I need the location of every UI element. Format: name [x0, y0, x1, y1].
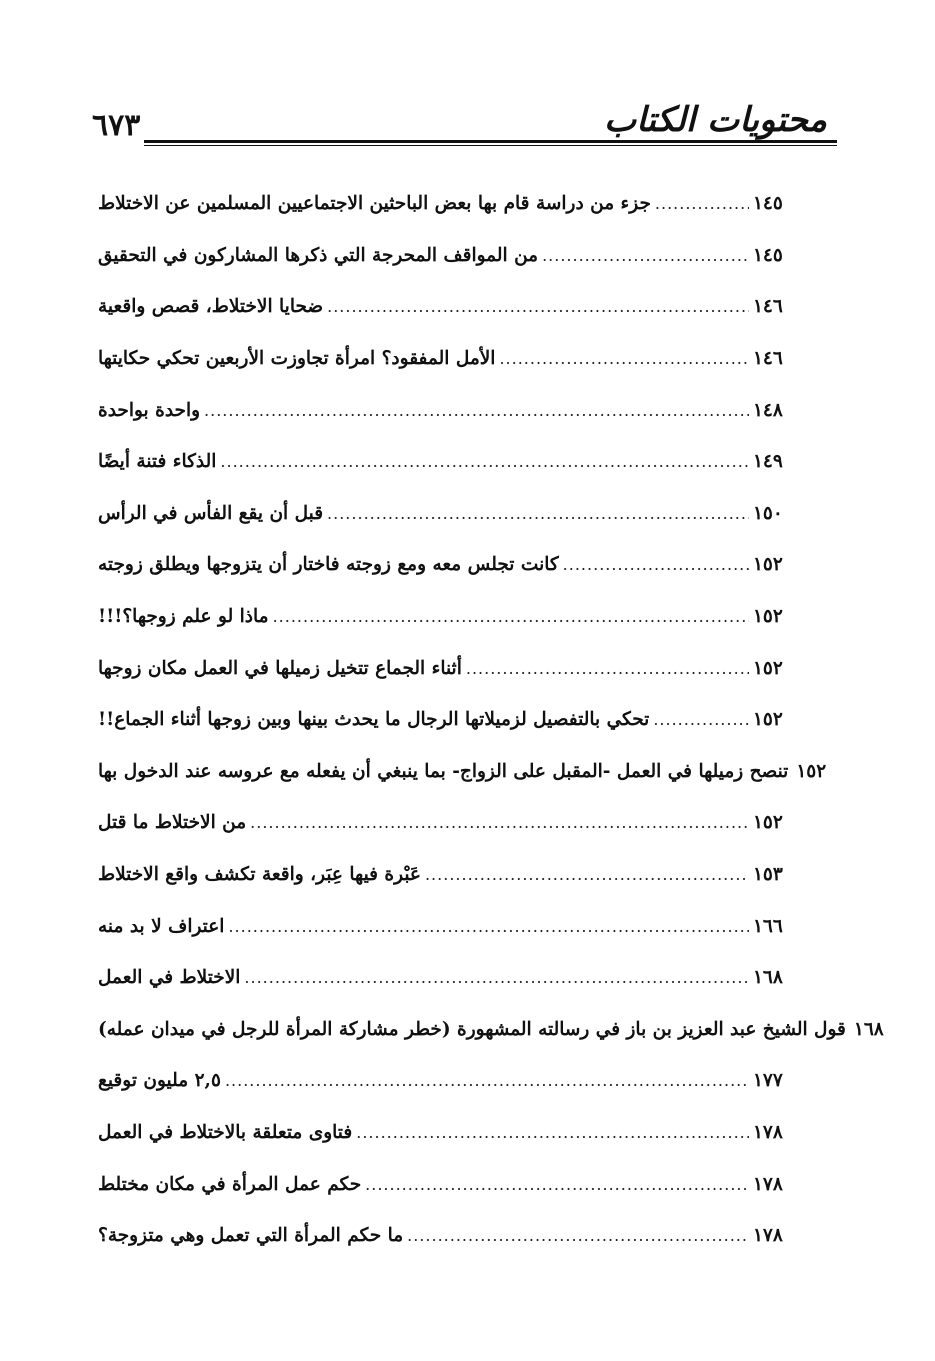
toc-entry-title: الاختلاط في العمل — [98, 967, 241, 989]
toc-leader-dots — [228, 917, 749, 936]
toc-entry — [98, 281, 793, 333]
toc-entry-title: جزء من دراسة قام بها بعض الباحثين الاجتماعيين المسلمين عن الاختلاط — [98, 193, 651, 215]
toc-entry — [98, 384, 793, 436]
toc-entry — [98, 1004, 884, 1056]
toc-entry-page: ١٥٢ — [753, 554, 783, 576]
toc-leader-dots — [655, 194, 749, 213]
toc-leader-dots — [220, 452, 749, 471]
toc-entry-title: قول الشيخ عبد العزيز بن باز في رسالته المشهورة (خطر مشاركة المرأة للرجل في ميدان عمله) — [98, 1018, 846, 1040]
toc-entry-title: حكم عمل المرأة في مكان مختلط — [98, 1173, 362, 1195]
toc-leader-dots — [653, 710, 749, 729]
toc-entry-page: ١٥٢ — [753, 606, 783, 628]
toc-leader-dots — [499, 349, 749, 368]
toc-entry-title: من المواقف المحرجة التي ذكرها المشاركون في التحقيق — [98, 244, 539, 266]
toc-leader-dots — [204, 401, 749, 420]
table-of-contents — [98, 178, 884, 1261]
toc-entry-page: ١٤٥ — [753, 193, 783, 215]
toc-entry-page: ١٥٢ — [753, 709, 783, 731]
toc-entry — [98, 849, 793, 901]
toc-leader-dots — [250, 813, 749, 832]
toc-entry — [98, 694, 793, 746]
toc-entry-title: الأمل المفقود؟ امرأة تجاوزت الأربعين تحكي حكايتها — [98, 348, 496, 370]
toc-entry-page: ١٤٥ — [753, 244, 783, 266]
toc-entry — [98, 333, 793, 385]
toc-entry-page: ١٧٧ — [753, 1070, 783, 1092]
toc-entry-page: ١٧٨ — [753, 1173, 783, 1195]
toc-entry-page: ١٦٨ — [753, 967, 783, 989]
toc-entry-title: ضحايا الاختلاط، قصص واقعية — [98, 296, 324, 318]
toc-leader-dots — [466, 659, 749, 678]
toc-leader-dots — [542, 246, 749, 265]
toc-entry-page: ١٦٦ — [753, 915, 783, 937]
toc-entry — [98, 952, 793, 1004]
toc-entry-page: ١٥٠ — [753, 502, 783, 524]
toc-entry — [98, 1055, 793, 1107]
toc-entry — [98, 797, 793, 849]
toc-entry-title: الذكاء فتنة أيضًا — [98, 451, 217, 473]
toc-leader-dots — [225, 1071, 749, 1090]
toc-entry — [98, 746, 827, 798]
toc-leader-dots — [563, 555, 749, 574]
toc-entry — [98, 436, 793, 488]
toc-entry-title: ماذا لو علم زوجها؟!!! — [98, 606, 269, 628]
toc-entry-title: اعتراف لا بد منه — [98, 915, 225, 937]
toc-entry-title: تحكي بالتفصيل لزميلاتها الرجال ما يحدث بينها وبين زوجها أثناء الجماع!! — [98, 709, 650, 731]
toc-entry-page: ١٥٢ — [753, 657, 783, 679]
toc-entry-page: ١٥٣ — [753, 864, 783, 886]
toc-entry-page: ١٧٨ — [753, 1121, 783, 1143]
toc-entry-title: واحدة بواحدة — [98, 399, 201, 421]
toc-entry — [98, 488, 793, 540]
toc-leader-dots — [425, 865, 749, 884]
toc-entry-title: من الاختلاط ما قتل — [98, 812, 247, 834]
toc-entry — [98, 1107, 793, 1159]
toc-entry-page: ١٤٦ — [753, 296, 783, 318]
toc-entry-title: قبل أن يقع الفأس في الرأس — [98, 502, 324, 524]
toc-entry-title: عَبْرة فيها عِبَر، واقعة تكشف واقع الاختلاط — [98, 864, 421, 886]
header-rule — [144, 140, 837, 146]
toc-entry-title: تنصح زميلها في العمل -المقبل على الزواج- بما ينبغي أن يفعله مع عروسه عند الدخول بها — [98, 760, 789, 782]
toc-entry — [98, 1210, 793, 1262]
toc-entry-page: ١٤٨ — [753, 399, 783, 421]
toc-leader-dots — [365, 1175, 749, 1194]
toc-leader-dots — [356, 1123, 749, 1142]
toc-leader-dots — [327, 504, 749, 523]
toc-entry-page: ١٤٦ — [753, 348, 783, 370]
toc-entry — [98, 539, 793, 591]
toc-entry-page: ١٥٢ — [796, 760, 827, 782]
toc-entry — [98, 1158, 793, 1210]
toc-entry — [98, 900, 793, 952]
page-header — [92, 96, 837, 156]
toc-leader-dots — [244, 968, 749, 987]
page-number: ٦٧٣ — [92, 108, 141, 143]
toc-entry-page: ١٦٨ — [853, 1018, 884, 1040]
toc-leader-dots — [327, 297, 749, 316]
toc-entry-title: ٢,٥ مليون توقيع — [98, 1070, 221, 1092]
toc-entry-title: كانت تجلس معه ومع زوجته فاختار أن يتزوجها ويطلق زوجته — [98, 554, 559, 576]
toc-entry — [98, 591, 793, 643]
toc-entry-page: ١٥٢ — [753, 812, 783, 834]
toc-entry-title: أثناء الجماع تتخيل زميلها في العمل مكان زوجها — [98, 657, 462, 679]
running-title: محتويات الكتاب — [604, 100, 827, 140]
toc-entry-title: ما حكم المرأة التي تعمل وهي متزوجة؟ — [98, 1225, 404, 1247]
toc-entry — [98, 230, 793, 282]
toc-entry — [98, 178, 793, 230]
toc-entry-page: ١٧٨ — [753, 1225, 783, 1247]
toc-entry-page: ١٤٩ — [753, 451, 783, 473]
toc-leader-dots — [273, 607, 749, 626]
toc-entry — [98, 642, 793, 694]
toc-entry-title: فتاوى متعلقة بالاختلاط في العمل — [98, 1121, 353, 1143]
toc-leader-dots — [407, 1226, 749, 1245]
